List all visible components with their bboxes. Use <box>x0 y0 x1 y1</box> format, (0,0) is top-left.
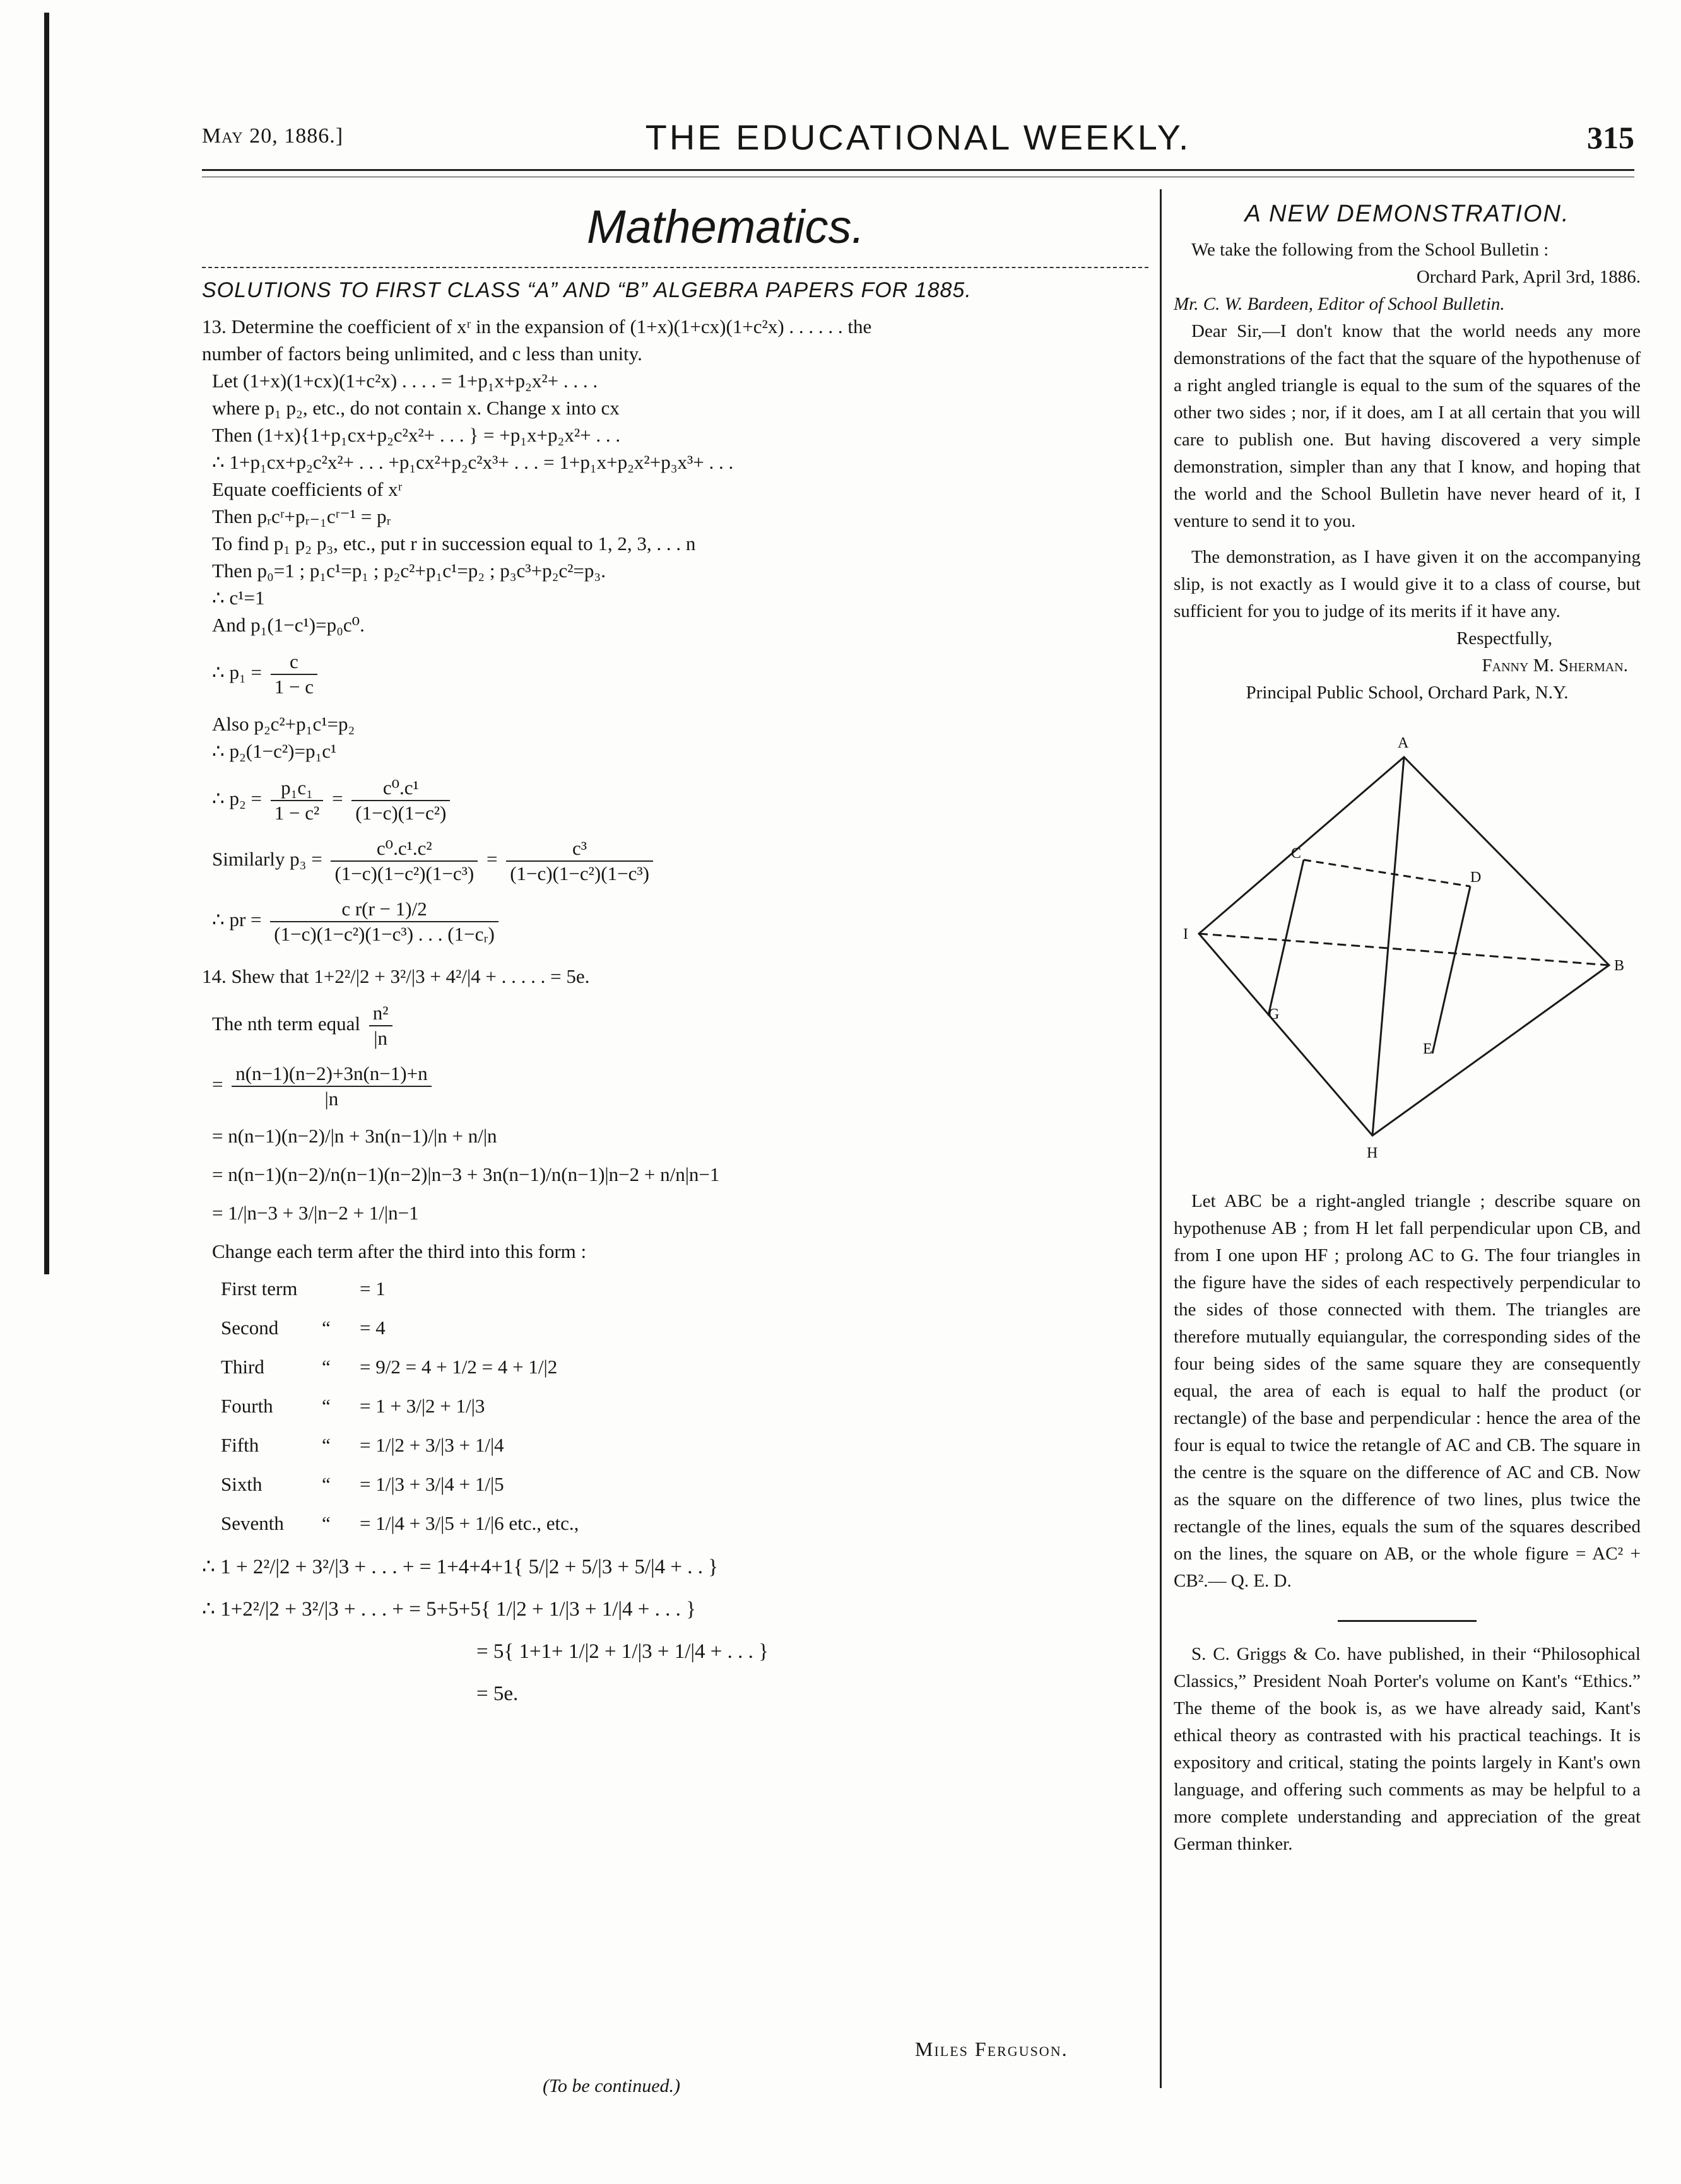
term-label: First term <box>221 1277 298 1300</box>
p3-fraction <box>331 837 478 886</box>
q13-line: And p₁(1−c¹)=p₀c⁰. <box>212 614 365 636</box>
p1-fraction <box>271 650 317 699</box>
p3-denominator: (1−c)(1−c²)(1−c³) <box>334 862 475 884</box>
hypotenuse-square <box>1199 757 1609 1136</box>
term-value: = 1/|4 + 3/|5 + 1/|6 etc., etc., <box>360 1512 579 1534</box>
term-row <box>221 1312 1148 1343</box>
closing: Respectfully, <box>1456 628 1552 649</box>
p1-equation <box>202 650 1148 699</box>
article-title: A NEW DEMONSTRATION. <box>1244 201 1570 227</box>
term-value: = 4 <box>360 1316 386 1339</box>
mathematics-column <box>202 189 1148 1723</box>
article-subtitle: SOLUTIONS TO FIRST CLASS “A” AND “B” ALGEBRA PAPERS FOR 1885. <box>202 278 972 302</box>
also-line: Also p₂c²+p₁c¹=p₂ <box>212 713 355 735</box>
q13-line: number of factors being unlimited, and c less than unity. <box>202 343 642 365</box>
term-value: = 1/|3 + 3/|4 + 1/|5 <box>360 1472 504 1495</box>
term-row <box>221 1507 1148 1539</box>
term-label: Seventh <box>221 1512 284 1534</box>
p2-denominator: 1 − c² <box>274 802 320 824</box>
term-label: Sixth <box>221 1472 262 1495</box>
term-label: Third <box>221 1355 264 1378</box>
p3-numerator: c⁰.c¹.c² <box>331 837 478 862</box>
step-3: = n(n−1)(n−2)/n(n−1)(n−2)|n−3 + 3n(n−1)/n(n−1)|n−2 + n/n|n−1 <box>212 1163 720 1185</box>
term-ditto: “ <box>322 1355 331 1378</box>
term-row <box>221 1390 1148 1421</box>
p3-fraction-2 <box>506 837 653 886</box>
term-ditto: “ <box>322 1394 331 1417</box>
publisher-notice: S. C. Griggs & Co. have published, in their “Philosophical Classics,” President Noah Porter's volume on Kant's “Ethics.” The theme of the book is, as we have already said, Kant's ethical theory as contrasted with his practical teachings. It is expository and critical, stating the points largely in Kant's own language, and offering such comments as may be helpful to a more complete understanding and appreciation of the great German thinker. <box>1174 1644 1641 1854</box>
pr-denominator: (1−c)(1−c²)(1−c³) . . . (1−cᵣ) <box>274 923 495 945</box>
q13-line: To find p₁ p₂ p₃, etc., put r in succession equal to 1, 2, 3, . . . n <box>212 532 696 555</box>
author-school: Principal Public School, Orchard Park, N.Y. <box>1246 683 1569 703</box>
term-row <box>221 1429 1148 1460</box>
place-date: Orchard Park, April 3rd, 1886. <box>1416 267 1641 287</box>
geometry-figure <box>1180 725 1641 1175</box>
letter-author: Fanny M. Sherman. <box>1482 655 1628 676</box>
q13-line: where p₁ p₂, etc., do not contain x. Change x into cx <box>212 397 620 419</box>
pr-numerator: c r(r − 1)/2 <box>270 897 498 922</box>
p1-numerator: c <box>271 650 317 675</box>
step-2: = n(n−1)(n−2)/|n + 3n(n−1)/|n + n/|n <box>212 1125 497 1147</box>
equals-sign: = <box>212 1073 223 1096</box>
p3-numerator-2: c³ <box>506 837 653 862</box>
term-value: = 1/|2 + 3/|3 + 1/|4 <box>360 1433 504 1456</box>
step1-denominator: |n <box>324 1088 339 1110</box>
question-13 <box>202 313 1148 638</box>
term-label: Fifth <box>221 1433 259 1456</box>
journal-title: THE EDUCATIONAL WEEKLY. <box>645 117 1191 157</box>
label-a: A <box>1398 735 1409 751</box>
term-ditto: “ <box>322 1472 331 1495</box>
term-label: Fourth <box>221 1394 273 1417</box>
term-row <box>221 1351 1148 1382</box>
p2-numerator-2: c⁰.c¹ <box>351 776 450 801</box>
label-g: G <box>1268 1006 1280 1023</box>
p3-equation <box>202 837 1148 886</box>
step1-numerator: n(n−1)(n−2)+3n(n−1)+n <box>232 1062 431 1087</box>
pr-equation <box>202 897 1148 946</box>
q13-line: Then (1+x){1+p₁cx+p₂c²x²+ . . . } = +p₁x+p₂x²+ . . . <box>212 424 621 446</box>
header-rule <box>202 169 1634 171</box>
term-label: Second <box>221 1316 279 1339</box>
nth-term-intro: The nth term equal <box>212 1013 360 1035</box>
q13-line: Then p₀=1 ; p₁c¹=p₁ ; p₂c²+p₁c¹=p₂ ; p₃c³+p₂c²=p₃. <box>212 560 606 582</box>
pr-lhs: ∴ pr = <box>212 908 262 931</box>
term-ditto: “ <box>322 1316 331 1339</box>
to-be-continued: (To be continued.) <box>543 2075 681 2096</box>
diagonal-line <box>1372 757 1404 1136</box>
p3-denominator-2: (1−c)(1−c²)(1−c³) <box>510 862 649 884</box>
proof-paragraph: Let ABC be a right-angled triangle ; describe square on hypothenuse AB ; from H let fall perpendicular upon CB, and from I one upon HF ; prolong AC to G. The four triangles in the figure have the sides of each respectively perpendicular to the sides of those connected with them. The triangles are therefore mutually equiangular, the corresponding sides of the four being sides of the same square they are consequently equal, the area of each is equal to half the product (or rectangle) of the base and perpendicular : hence the area of the four is equal to twice the retangle of AC and CB. The square in the centre is the square on the difference of AC and CB. Now as the square on the difference of two lines, plus twice the rectangle of the lines, equals the sum of the squares described on the lines, the square on AB, or the whole figure = AC² + CB².— Q. E. D. <box>1174 1191 1641 1591</box>
q13-line: ∴ 1+p₁cx+p₂c²x²+ . . . +p₁cx²+p₂c²x³+ . . . = 1+p₁x+p₂x²+p₃x³+ . . . <box>212 451 734 473</box>
author-signature: Miles Ferguson. <box>915 2038 1068 2060</box>
sum-line: ∴ 1 + 2²/|2 + 3²/|3 + . . . + = 1+4+4+1{ 5/|2 + 5/|3 + 5/|4 + . . } <box>202 1556 719 1578</box>
sum-line: = 5e. <box>476 1682 519 1705</box>
equals-sign: = <box>332 787 343 810</box>
q13-line: Then pᵣcʳ+pᵣ₋₁cʳ⁻¹ = pᵣ <box>212 505 391 527</box>
section-rule <box>202 267 1148 268</box>
label-b: B <box>1614 958 1625 974</box>
nth-numerator: n² <box>369 1001 392 1026</box>
q13-line: ∴ c¹=1 <box>212 587 265 609</box>
p2-denominator-2: (1−c)(1−c²) <box>355 802 447 824</box>
term-value: = 1 + 3/|2 + 1/|3 <box>360 1394 485 1417</box>
addressee: Mr. C. W. Bardeen, Editor of School Bulletin. <box>1174 294 1505 314</box>
letter-paragraph: The demonstration, as I have given it on the accompanying slip, is not exactly as I would give it to a class of course, but sufficient for you to judge of its merits if it have any. <box>1174 547 1641 621</box>
label-i: I <box>1183 926 1188 942</box>
question-14: 14. Shew that 1+2²/|2 + 3²/|3 + 4²/|4 + . . . . . = 5e. <box>202 965 590 987</box>
also-line: ∴ p₂(1−c²)=p₁c¹ <box>212 740 337 762</box>
step1-fraction <box>232 1062 431 1111</box>
q13-line: 13. Determine the coefficient of xʳ in the expansion of (1+x)(1+cx)(1+c²x) . . . . . . the <box>202 315 872 338</box>
page-header <box>202 117 1634 173</box>
term-row <box>221 1272 1148 1304</box>
p2-numerator: p₁c₁ <box>271 776 324 801</box>
section-title: Mathematics. <box>586 201 865 253</box>
label-h: H <box>1367 1145 1378 1161</box>
demonstration-column <box>1174 189 1641 1858</box>
terms-list <box>221 1272 1148 1539</box>
letter-paragraph: Dear Sir,—I don't know that the world needs any more demonstrations of the fact that the square of the hypothenuse of a right angled triangle is equal to the sum of the squares of the other two sides ; nor, if it does, am I at all certain that you will care to publish one. But having discovered a very simple demonstration, simpler than any that I know, and hoping that the world and the School Bulletin have never heard of it, I venture to send it to you. <box>1174 321 1641 531</box>
term-value: = 1 <box>360 1277 386 1300</box>
equals-sign: = <box>486 848 498 871</box>
p2-fraction <box>271 776 324 825</box>
pr-fraction <box>270 897 498 946</box>
label-e: E <box>1423 1041 1432 1057</box>
change-intro: Change each term after the third into this form : <box>212 1240 587 1262</box>
page-number: 315 <box>1587 120 1634 155</box>
q13-line: Equate coefficients of xʳ <box>212 478 403 500</box>
binding-edge <box>44 13 49 1274</box>
sum-line: ∴ 1+2²/|2 + 3²/|3 + . . . + = 5+5+5{ 1/|2 + 1/|3 + 1/|4 + . . . } <box>202 1598 696 1621</box>
inner-line <box>1268 860 1304 1016</box>
p1-lhs: ∴ p₁ = <box>212 661 262 684</box>
p1-denominator: 1 − c <box>274 676 314 698</box>
q13-line: Let (1+x)(1+cx)(1+c²x) . . . . = 1+p₁x+p₂x²+ . . . . <box>212 370 598 392</box>
intro-line: We take the following from the School Bulletin : <box>1191 240 1549 260</box>
p2-fraction-2 <box>351 776 450 825</box>
nth-fraction <box>369 1001 392 1050</box>
inner-line <box>1304 860 1470 886</box>
issue-date: May 20, 1886.] <box>202 124 344 148</box>
article-separator <box>1338 1620 1477 1622</box>
sum-line: = 5{ 1+1+ 1/|2 + 1/|3 + 1/|4 + . . . } <box>476 1640 769 1663</box>
label-d: D <box>1470 869 1482 886</box>
step-4: = 1/|n−3 + 3/|n−2 + 1/|n−1 <box>212 1202 419 1224</box>
term-ditto: “ <box>322 1433 331 1456</box>
p2-lhs: ∴ p₂ = <box>212 787 262 810</box>
term-value: = 9/2 = 4 + 1/2 = 4 + 1/|2 <box>360 1355 558 1378</box>
square-diagram <box>1180 725 1625 1167</box>
nth-denominator: |n <box>374 1027 387 1049</box>
inner-line <box>1432 886 1470 1054</box>
label-c: C <box>1291 845 1302 862</box>
nth-term-line <box>202 1001 1148 1050</box>
horizontal-line <box>1199 934 1609 965</box>
column-divider <box>1160 189 1162 2088</box>
term-ditto: “ <box>322 1512 331 1534</box>
term-row <box>221 1468 1148 1500</box>
step-1 <box>202 1062 1148 1111</box>
p2-equation <box>202 776 1148 825</box>
p3-lhs: Similarly p₃ = <box>212 848 322 871</box>
